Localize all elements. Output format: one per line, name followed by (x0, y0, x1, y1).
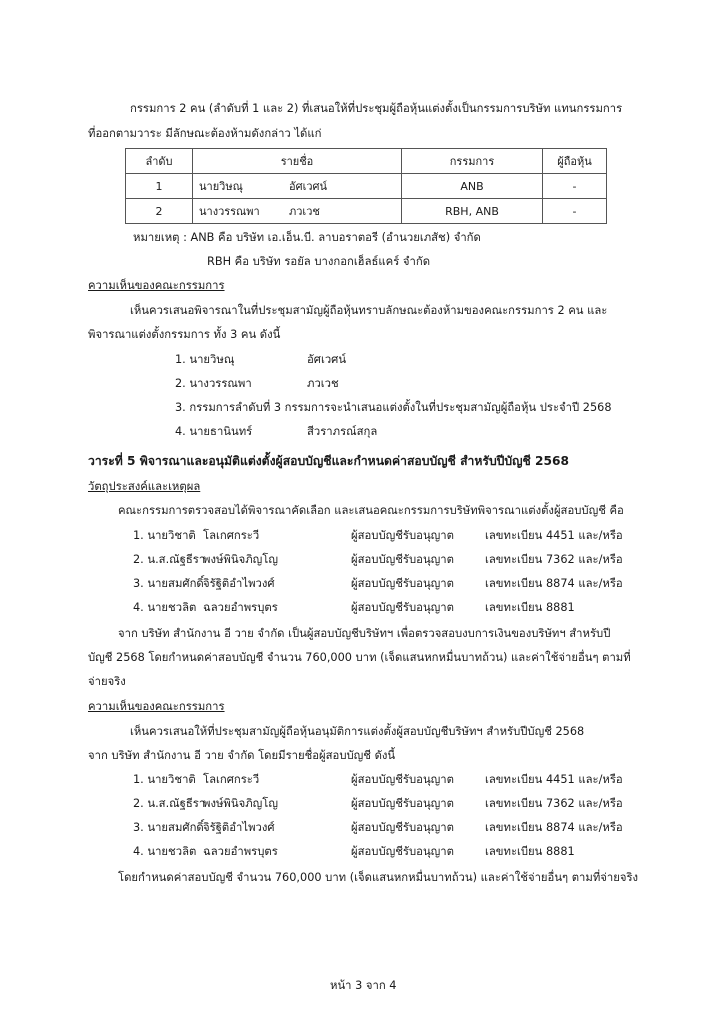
auditor-reg: เลขทะเบียน 8874 และ/หรือ (485, 821, 623, 834)
auditor-first: 4. นายชวลิต (133, 601, 197, 614)
auditor-reg: เลขทะเบียน 4451 และ/หรือ (485, 529, 623, 542)
auditor-last: พงษ์พินิจภิญโญ (203, 797, 278, 810)
auditor-first: 1. นายวิชาติ (133, 773, 196, 786)
item-name: 2. นางวรรณพา (175, 377, 252, 390)
remark-line-1: หมายเหตุ : ANB คือ บริษัท เอ.เอ็น.บี. ลาบอราตอรี (อำนวยเภสัช) จำกัด (133, 231, 481, 244)
auditor-role: ผู้สอบบัญชีรับอนุญาต (351, 797, 454, 810)
auditor-reg: เลขทะเบียน 7362 และ/หรือ (485, 553, 623, 566)
auditor-first: 3. นายสมศักดิ์ (133, 577, 204, 590)
auditor-row (133, 550, 633, 566)
row-shareholder: - (543, 174, 607, 199)
objective-heading: วัตถุประสงค์และเหตุผล (88, 480, 201, 493)
auditor-reg: เลขทะเบียน 8881 (485, 845, 575, 858)
auditor-row (133, 770, 633, 786)
auditor-role: ผู้สอบบัญชีรับอนุญาต (351, 529, 454, 542)
auditor-last: ฉลวยอำพรบุตร (203, 601, 278, 614)
auditor-row (133, 574, 633, 590)
auditor-last: พงษ์พินิจภิญโญ (203, 553, 278, 566)
list-item (175, 350, 635, 366)
auditor-first: 1. นายวิชาติ (133, 529, 196, 542)
board-opinion-line-2: พิจารณาแต่งตั้งกรรมการ ทั้ง 3 คน ดังนี้ (88, 328, 281, 341)
agenda5-para-line-3: จ่ายจริง (88, 675, 126, 688)
board-opinion-heading: ความเห็นของคณะกรรมการ (88, 279, 225, 292)
intro-line-1: กรรมการ 2 คน (ลำดับที่ 1 และ 2) ที่เสนอให้ที่ประชุมผู้ถือหุ้นแต่งตั้งเป็นกรรมการบริษัท แทนกรรมการ (130, 102, 623, 115)
row-name (193, 199, 402, 224)
item-name: 1. นายวิษณุ (175, 353, 235, 366)
page-number: หน้า 3 จาก 4 (330, 979, 397, 992)
row-no: 1 (126, 174, 193, 199)
row-last-name: ภวเวช (289, 205, 320, 218)
auditor-reg: เลขทะเบียน 4451 และ/หรือ (485, 773, 623, 786)
auditor-role: ผู้สอบบัญชีรับอนุญาต (351, 601, 454, 614)
auditor-role: ผู้สอบบัญชีรับอนุญาต (351, 773, 454, 786)
item-surname: ภวเวช (307, 377, 339, 390)
item-surname: อัศเวศน์ (307, 353, 347, 366)
auditor-last: จิรัฐิติอำไพวงศ์ (203, 821, 275, 834)
header-no: ลำดับ (126, 149, 193, 174)
item-name: 3. กรรมการลำดับที่ 3 กรรมการจะนำเสนอแต่งตั้งในที่ประชุมสามัญผู้ถือหุ้น ประจำปี 2568 (175, 401, 612, 414)
auditor-row (133, 818, 633, 834)
agenda5-title: วาระที่ 5 พิจารณาและอนุมัติแต่งตั้งผู้สอบบัญชีและกำหนดค่าสอบบัญชี สำหรับปีบัญชี 2568 (88, 454, 569, 468)
row-director: RBH, ANB (402, 199, 543, 224)
row-name (193, 174, 402, 199)
auditor-first: 3. นายสมศักดิ์ (133, 821, 204, 834)
agenda5-opinion-heading: ความเห็นของคณะกรรมการ (88, 700, 225, 713)
list-item (175, 374, 635, 390)
fee-line: โดยกำหนดค่าสอบบัญชี จำนวน 760,000 บาท (เจ็ดแสนหกหมื่นบาทถ้วน) และค่าใช้จ่ายอื่นๆ ตามที่จ่ายจริง (118, 871, 639, 884)
row-no: 2 (126, 199, 193, 224)
auditor-row (133, 794, 633, 810)
auditor-role: ผู้สอบบัญชีรับอนุญาต (351, 821, 454, 834)
item-name: 4. นายธานินทร์ (175, 425, 253, 438)
auditor-row (133, 598, 633, 614)
auditor-reg: เลขทะเบียน 8881 (485, 601, 575, 614)
table-header-row (126, 149, 607, 174)
auditor-reg: เลขทะเบียน 8874 และ/หรือ (485, 577, 623, 590)
header-director: กรรมการ (402, 149, 543, 174)
agenda5-para-line-1: จาก บริษัท สำนักงาน อี วาย จำกัด เป็นผู้สอบบัญชีบริษัทฯ เพื่อตรวจสอบงบการเงินของบริษัทฯ สำหรับปี (118, 627, 611, 640)
list-item (175, 422, 635, 438)
auditor-row (133, 842, 633, 858)
item-surname: สีวราภรณ์สกุล (307, 425, 378, 438)
header-name: รายชื่อ (193, 149, 402, 174)
intro-line-2: ที่ออกตามวาระ มีลักษณะต้องห้ามดังกล่าว ได้แก่ (88, 127, 322, 140)
auditor-last: จิรัฐิติอำไพวงศ์ (203, 577, 275, 590)
table-row (126, 174, 607, 199)
row-director: ANB (402, 174, 543, 199)
objective-line: คณะกรรมการตรวจสอบได้พิจารณาคัดเลือก และเสนอคณะกรรมการบริษัทพิจารณาแต่งตั้งผู้สอบบัญชี คือ (118, 504, 624, 517)
auditor-reg: เลขทะเบียน 7362 และ/หรือ (485, 797, 623, 810)
auditor-role: ผู้สอบบัญชีรับอนุญาต (351, 845, 454, 858)
auditor-last: ฉลวยอำพรบุตร (203, 845, 278, 858)
auditor-first: 4. นายชวลิต (133, 845, 197, 858)
auditor-role: ผู้สอบบัญชีรับอนุญาต (351, 577, 454, 590)
auditor-last: โลเกศกระวี (203, 773, 260, 786)
auditor-first: 2. น.ส.ณัฐธีรา (133, 797, 206, 810)
board-opinion-line-1: เห็นควรเสนอพิจารณาในที่ประชุมสามัญผู้ถือหุ้นทราบลักษณะต้องห้ามของคณะกรรมการ 2 คน และ (130, 304, 608, 317)
row-shareholder: - (543, 199, 607, 224)
auditor-first: 2. น.ส.ณัฐธีรา (133, 553, 206, 566)
auditor-role: ผู้สอบบัญชีรับอนุญาต (351, 553, 454, 566)
agenda5-opinion-line-2: จาก บริษัท สำนักงาน อี วาย จำกัด โดยมีรายชื่อผู้สอบบัญชี ดังนี้ (88, 749, 396, 762)
row-first-name: นายวิษณุ (199, 180, 243, 193)
auditor-last: โลเกศกระวี (203, 529, 260, 542)
row-first-name: นางวรรณพา (199, 205, 260, 218)
directors-table (125, 148, 607, 224)
auditor-row (133, 526, 633, 542)
header-shareholder: ผู้ถือหุ้น (543, 149, 607, 174)
agenda5-opinion-line-1: เห็นควรเสนอให้ที่ประชุมสามัญผู้ถือหุ้นอนุมัติการแต่งตั้งผู้สอบบัญชีบริษัทฯ สำหรับปีบัญชี 2568 (130, 725, 585, 738)
row-last-name: อัศเวศน์ (289, 180, 328, 193)
remark-line-2: RBH คือ บริษัท รอยัล บางกอกเฮ็ลธ์แคร์ จำกัด (207, 255, 431, 268)
table-row (126, 199, 607, 224)
list-item (175, 398, 635, 414)
agenda5-para-line-2: บัญชี 2568 โดยกำหนดค่าสอบบัญชี จำนวน 760,000 บาท (เจ็ดแสนหกหมื่นบาทถ้วน) และค่าใช้จ่ายอื่นๆ ตามที่ (88, 651, 631, 664)
